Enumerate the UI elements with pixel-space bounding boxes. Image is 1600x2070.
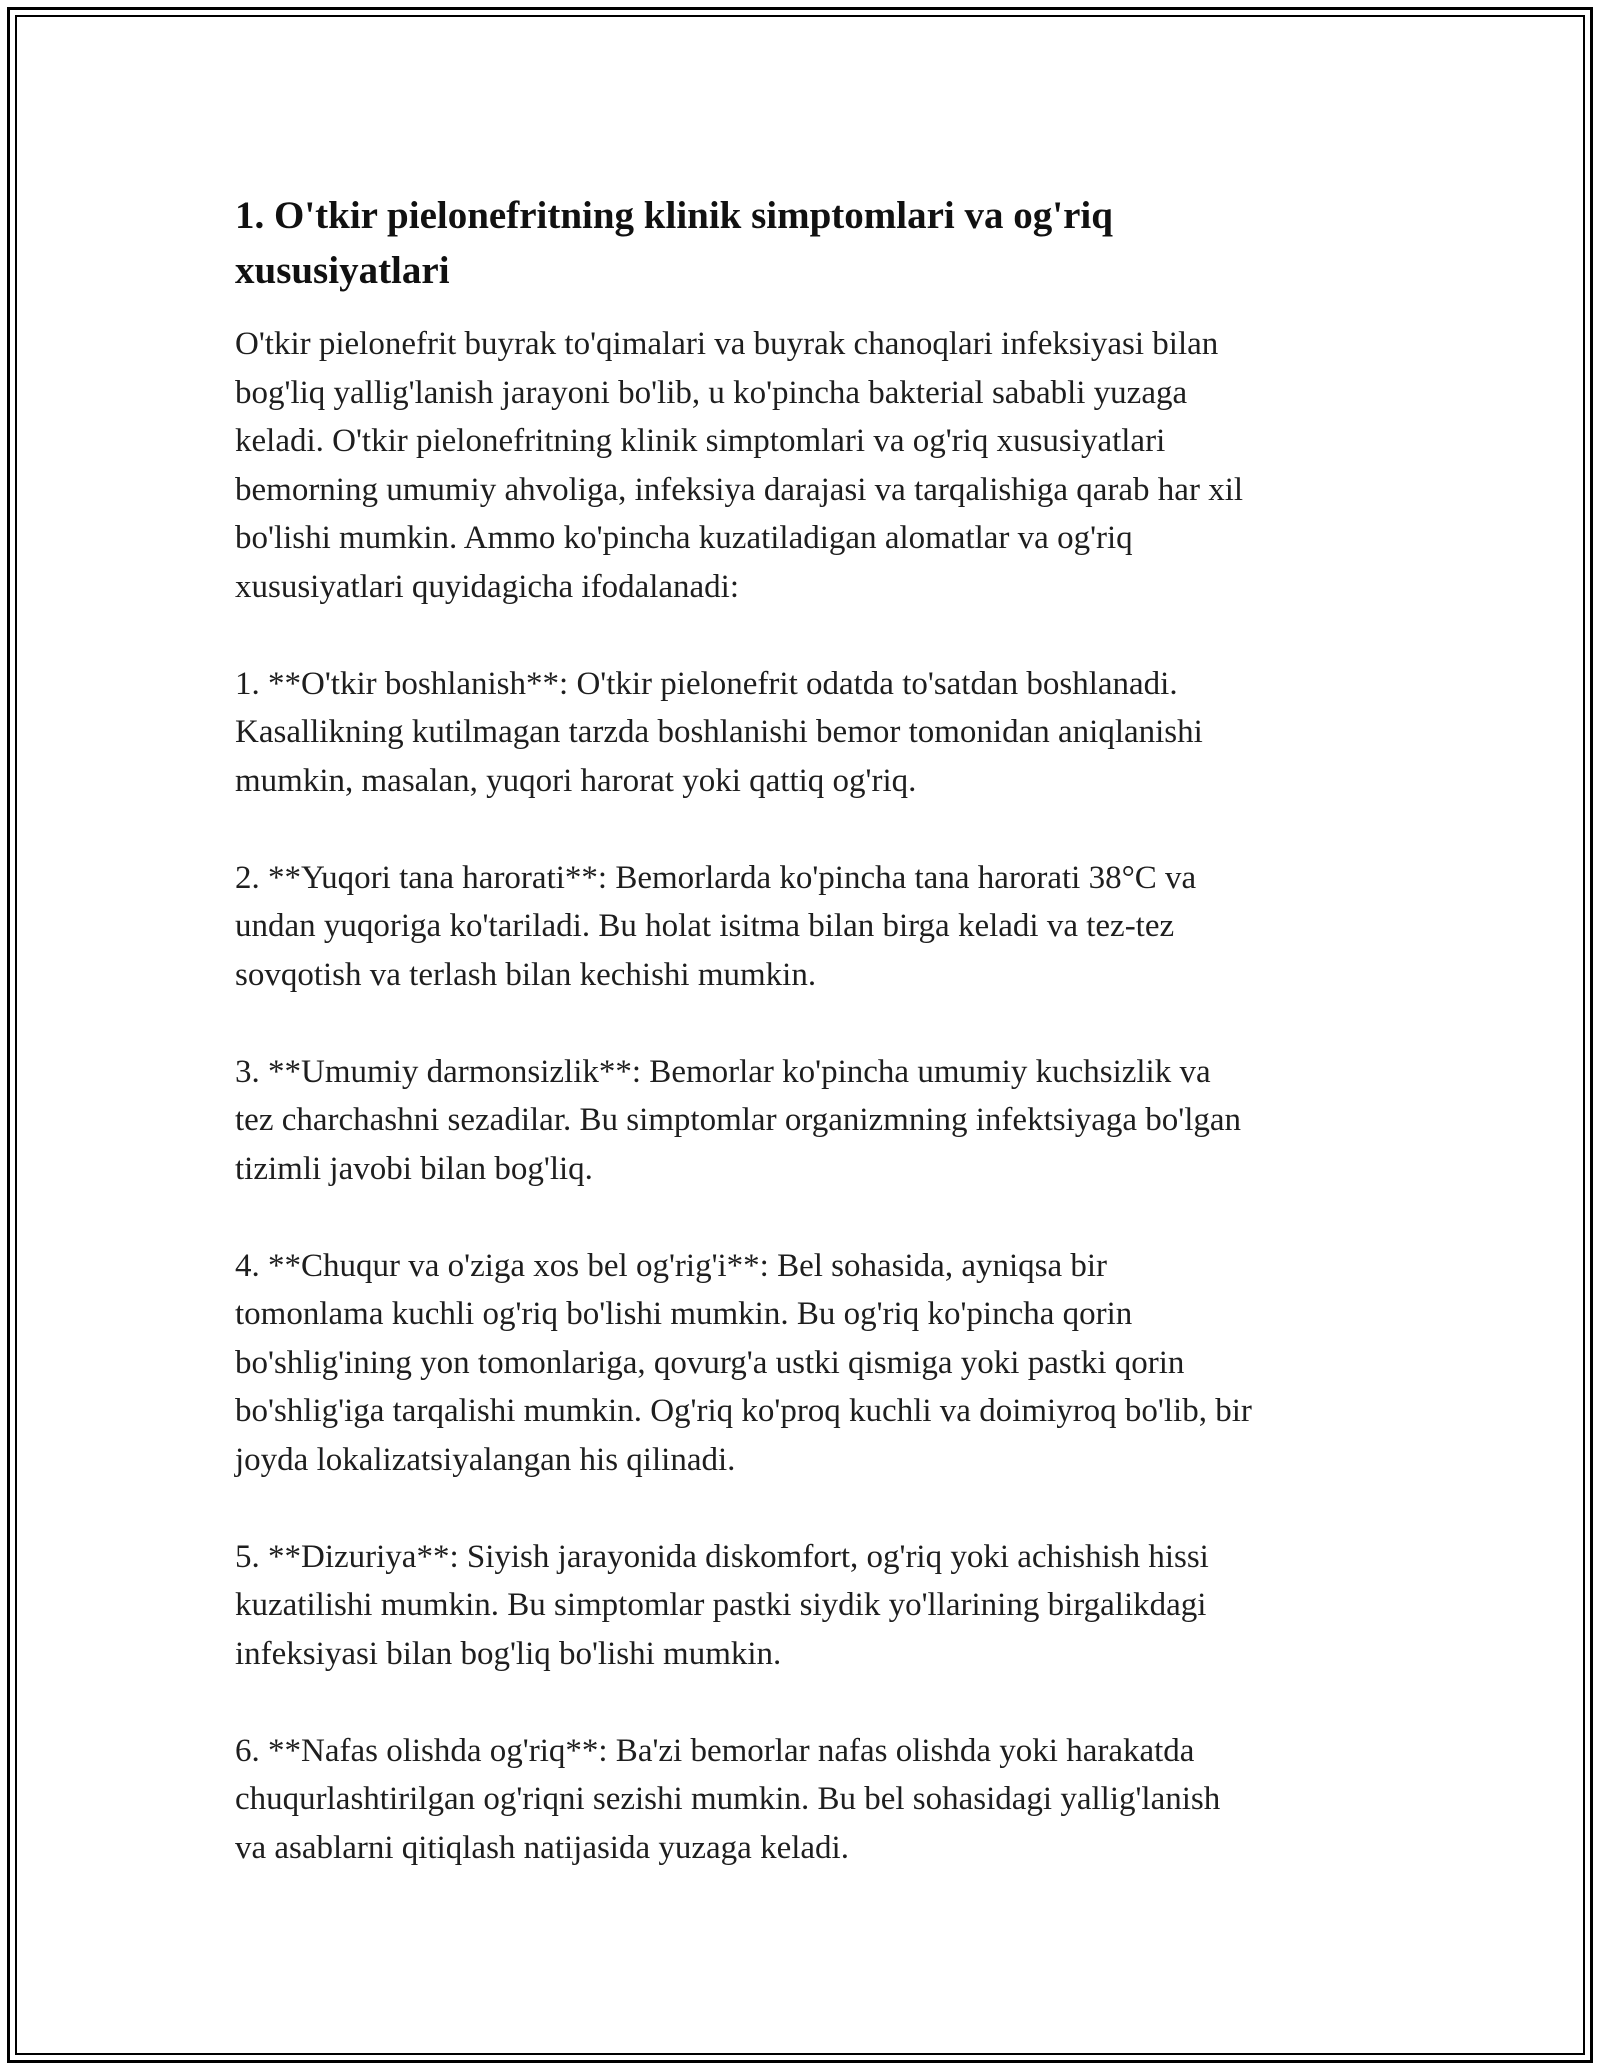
list-item: 5. **Dizuriya**: Siyish jarayonida diskomfort, og'riq yoki achishish hissi kuzatilishi mumkin. Bu simptomlar pastki siydik yo'llarining birgalikdagi infeksiyasi bilan bog'liq bo'lishi mumkin. bbox=[235, 1538, 1209, 1672]
list-item: 2. **Yuqori tana harorati**: Bemorlarda ko'pincha tana harorati 38°C va undan yuqoriga ko'tariladi. Bu holat isitma bilan birga keladi va tez-tez sovqotish va terlash bilan kechishi mumkin. bbox=[235, 859, 1197, 993]
list-item: 3. **Umumiy darmonsizlik**: Bemorlar ko'pincha umumiy kuchsizlik va tez charchashni sezadilar. Bu simptomlar organizmning infektsiyaga bo'lgan tizimli javobi bilan bog'liq. bbox=[235, 1053, 1242, 1187]
list-item: 6. **Nafas olishda og'riq**: Ba'zi bemorlar nafas olishda yoki harakatda chuqurlashtirilgan og'riqni sezishi mumkin. Bu bel sohasidagi yallig'lanish va asablarni qitiqlash natijasida yuzaga keladi. bbox=[235, 1732, 1221, 1866]
list-item: 1. **O'tkir boshlanish**: O'tkir pielonefrit odatda to'satdan boshlanadi. Kasallikning kutilmagan tarzda boshlanishi bemor tomonidan aniqlanishi mumkin, masalan, yuqori harorat yoki qattiq og'riq. bbox=[235, 665, 1203, 799]
document-body bbox=[235, 188, 1370, 1872]
section-title: 1. O'tkir pielonefritning klinik simptomlari va og'riq xususiyatlari bbox=[235, 194, 1113, 292]
intro-paragraph: O'tkir pielonefrit buyrak to'qimalari va buyrak chanoqlari infeksiyasi bilan bog'liq yallig'lanish jarayoni bo'lib, u ko'pincha bakterial sababli yuzaga keladi. O'tkir pielonefritning klinik simptomlari va og'riq xususiyatlari bemorning umumiy ahvoliga, infeksiya darajasi va tarqalishiga qarab har xil bo'lishi mumkin. Ammo ko'pincha kuzatiladigan alomatlar va og'riq xususiyatlari quyidagicha ifodalanadi: bbox=[235, 326, 1244, 605]
list-item: 4. **Chuqur va o'ziga xos bel og'rig'i**: Bel sohasida, ayniqsa bir tomonlama kuchli og'riq bo'lishi mumkin. Bu og'riq ko'pincha qorin bo'shlig'ining yon tomonlariga, qovurg'a ustki qismiga yoki pastki qorin bo'shlig'iga tarqalishi mumkin. Og'riq ko'proq kuchli va doimiyroq bo'lib, bir joyda lokalizatsiyalangan his qilinadi. bbox=[235, 1247, 1252, 1478]
